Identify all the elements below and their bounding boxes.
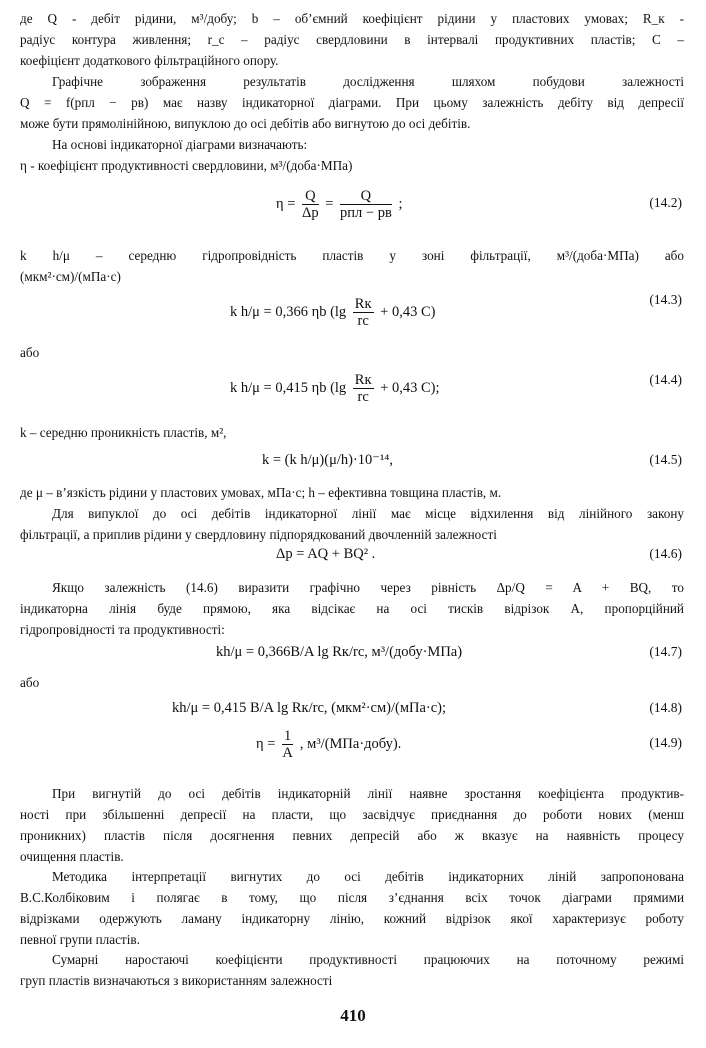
equation-number: (14.9) xyxy=(649,735,682,750)
equation-14-6: Δp = AQ + BQ² . xyxy=(276,546,376,562)
equation-number: (14.4) xyxy=(649,372,682,387)
equation-14-3: k h/μ = 0,366 ηb (lg $\frac{Rк}{rc}$ + 0,43 C) xyxy=(230,296,436,329)
text-line: де μ – в’язкість рідини у пластових умовах, мПа·с; h – ефективна товщина пластів, м. xyxy=(20,485,502,500)
paragraph-cumulative xyxy=(20,949,684,991)
k-definition: k – середню проникність пластів, м², xyxy=(20,425,227,440)
paragraph-indicator-diagram xyxy=(20,71,684,134)
text-line: груп пластів визначаються з використанням залежності xyxy=(20,973,333,988)
text-line: Якщо залежність (14.6) виразити графічно через рівність Δp/Q = A + BQ, то xyxy=(52,580,684,595)
page-number: 410 xyxy=(340,1006,366,1025)
text-line: Для випуклої до осі дебітів індикаторної лінії має місце відхилення від лінійного закону xyxy=(52,506,684,521)
text-line: де Q - дебіт рідини, м³/добу; b – об’ємний коефіцієнт рідини у пластових умовах; R_к - xyxy=(20,11,684,26)
eta-definition: η - коефіцієнт продуктивності свердловини, м³/(доба·МПа) xyxy=(20,158,353,173)
text-line: гідропровідності та продуктивності: xyxy=(20,622,225,637)
text-line: Методика інтерпретації вигнутих до осі дебітів індикаторних ліній запропонована xyxy=(52,869,684,884)
word-abo: або xyxy=(20,675,40,690)
equation-14-5: k = (k h/μ)(μ/h)·10⁻¹⁴, xyxy=(262,452,393,468)
text-line: При вигнутій до осі дебітів індикаторній лінії наявне зростання коефіцієнта продуктив- xyxy=(52,786,684,801)
text-line: може бути прямолінійною, випуклою до осі дебітів або вигнутою до осі дебітів. xyxy=(20,116,471,131)
text-line: коефіцієнт додаткового фільтраційного опору. xyxy=(20,53,279,68)
equation-number: (14.3) xyxy=(649,292,682,307)
text-line: очищення пластів. xyxy=(20,849,124,864)
paragraph-method xyxy=(20,866,684,950)
kh-definition xyxy=(20,245,684,287)
text-line: відрізками одержують ламану індикаторну лінію, кожний відрізок якої характеризує роботу xyxy=(20,911,684,926)
text-line: певної групи пластів. xyxy=(20,932,140,947)
equation-14-8: kh/μ = 0,415 B/A lg Rк/rc, (мкм²·см)/(мПа·с); xyxy=(172,700,447,716)
text-line: (мкм²·см)/(мПа·с) xyxy=(20,269,121,284)
equation-14-9: η = $\frac{1}{A}$ , м³/(МПа·добу). xyxy=(256,728,402,761)
equation-number: (14.2) xyxy=(649,195,682,210)
text-line: індикаторна лінія буде прямою, яка відсікає на осі тисків відрізок A, пропорційний xyxy=(20,601,684,616)
text-line: Сумарні наростаючі коефіцієнти продуктивності працюючих на поточному режимі xyxy=(52,952,684,967)
text-line: ності при збільшенні депресії на пласти, що засвідчує приєднання до роботи нових (менш xyxy=(20,807,684,822)
text-line: радіус контура живлення; r_c – радіус свердловини в інтервалі продуктивних пластів; C – xyxy=(20,32,684,47)
paragraph-linear xyxy=(20,577,684,640)
equation-number: (14.6) xyxy=(649,546,682,561)
text-line: На основі індикаторної діаграми визначають: xyxy=(52,137,308,152)
intro-paragraph xyxy=(20,8,684,71)
equation-14-4: k h/μ = 0,415 ηb (lg $\frac{Rк}{rc}$ + 0,43 C); xyxy=(230,372,440,405)
paragraph-determine xyxy=(20,134,684,176)
text-line: k h/μ – середню гідропровідність пластів у зоні фільтрації, м³/(доба·МПа) або xyxy=(20,248,684,263)
equation-14-2: η = $\frac{Q}{\Delta p}$ = $\frac{Q}{\text{pпл − pв}}$ ; xyxy=(276,188,403,221)
text-line: фільтрації, а приплив рідини у свердловину підпорядкований двочленній залежності xyxy=(20,527,497,542)
text-line: Графічне зображення результатів дослідження шляхом побудови залежності xyxy=(52,74,684,89)
equation-number: (14.8) xyxy=(649,700,682,715)
text-line: В.С.Колбіковим і полягає в тому, що після з’єднання всіх точок діаграми прямими xyxy=(20,890,684,905)
text-line: Q = f(pпл − pв) має назву індикаторної діаграми. При цьому залежність дебіту від депресії xyxy=(20,95,684,110)
paragraph-concave xyxy=(20,783,684,867)
mu-definition xyxy=(20,482,684,503)
equation-number: (14.7) xyxy=(649,644,682,659)
equation-14-7: kh/μ = 0,366B/A lg Rк/rc, м³/(добу·МПа) xyxy=(216,644,463,660)
word-abo: або xyxy=(20,345,40,360)
equation-number: (14.5) xyxy=(649,452,682,467)
paragraph-convex xyxy=(20,503,684,545)
text-line: проникних) пластів після досягнення певних депресій або ж вказує на наявність процесу xyxy=(20,828,684,843)
